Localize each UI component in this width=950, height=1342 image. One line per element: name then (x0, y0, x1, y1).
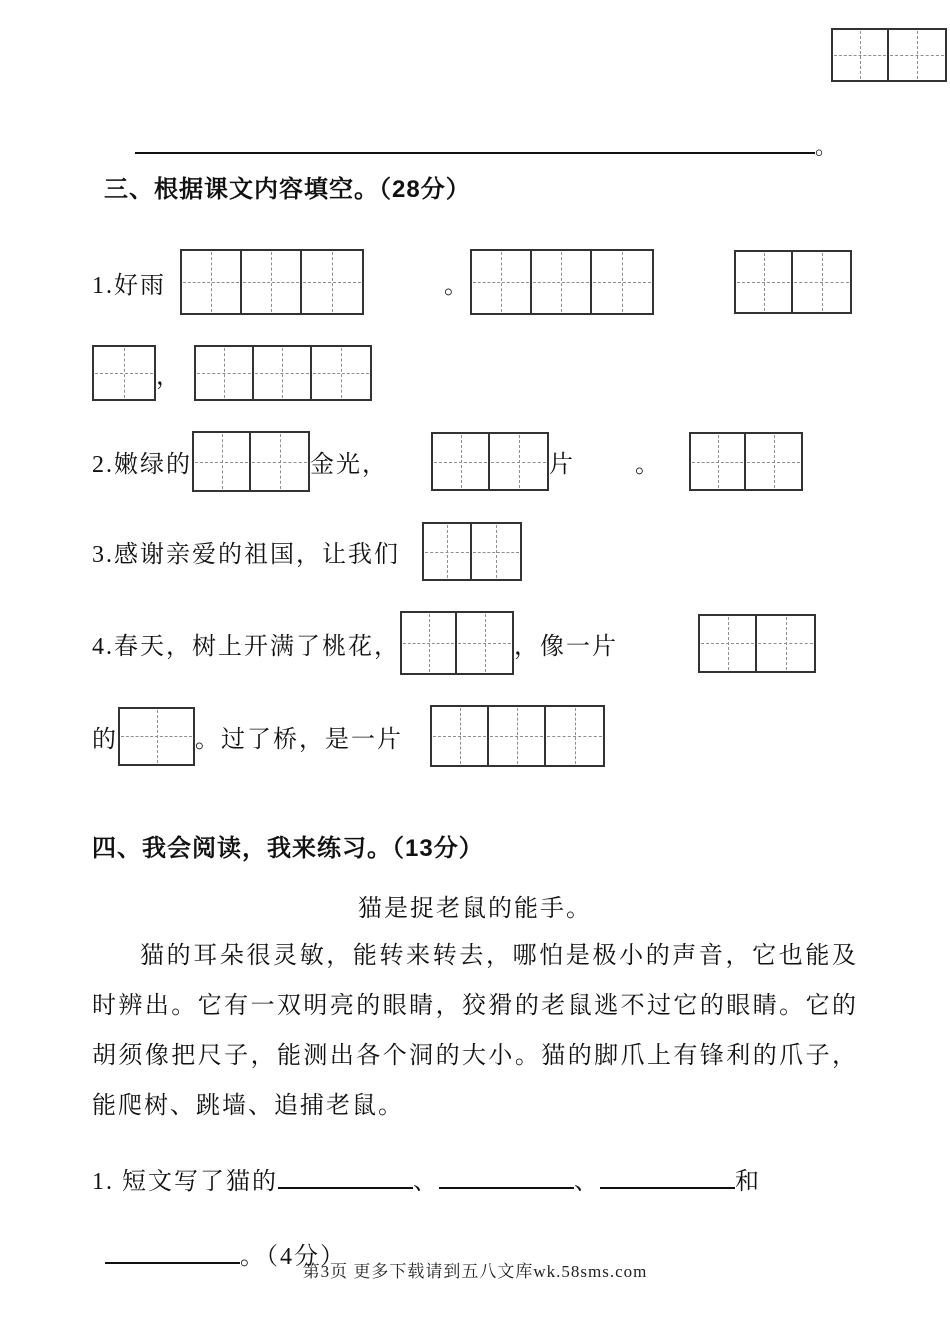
answer-grid[interactable] (431, 432, 549, 491)
fill-text: 4.春天，树上开满了桃花， (92, 633, 400, 660)
answer-cell[interactable] (532, 251, 592, 313)
answer-cell[interactable] (302, 251, 362, 313)
answer-cell[interactable] (402, 613, 457, 673)
answer-grid[interactable] (470, 249, 654, 315)
answer-cell[interactable] (757, 616, 814, 671)
answer-cell[interactable] (546, 707, 603, 765)
fill-text: 3.感谢亲爱的祖国，让我们 (92, 542, 400, 568)
section3-title: 三、根据课文内容填空。（28分） (104, 176, 471, 203)
period-text: 。 (815, 134, 838, 159)
answer-underline[interactable] (135, 126, 815, 154)
fill-text: ，像一片 (514, 633, 618, 660)
fill-item-1-line-2 (92, 345, 858, 401)
answer-cell[interactable] (592, 251, 652, 313)
page-footer: 第3页 更多下载请到五八文库wk.58sms.com (302, 1262, 648, 1281)
answer-blank-3[interactable] (600, 1167, 735, 1189)
answer-cell[interactable] (182, 251, 242, 313)
passage-body: 猫的耳朵很灵敏，能转来转去，哪怕是极小的声音，它也能及时辨出。它有一双明亮的眼睛，狡猾的老鼠逃不过它的眼睛。它的胡须像把尺子，能测出各个洞的大小。猫的脚爪上有锋利的爪子，能爬树、跳墙、追捕老鼠。 (92, 943, 858, 1119)
fill-text: 片 (549, 452, 575, 478)
answer-cell[interactable] (432, 707, 489, 765)
fill-text: ， (156, 363, 182, 390)
answer-cell[interactable] (433, 434, 490, 489)
answer-grid[interactable] (734, 250, 852, 314)
separator-3: 和 (735, 1169, 761, 1195)
answer-cell[interactable] (424, 524, 472, 579)
answer-cell[interactable] (312, 347, 370, 399)
question-1-suffix: 。（4分） (240, 1244, 346, 1270)
separator-2: 、 (574, 1169, 600, 1195)
question-1-line-1 (92, 1161, 950, 1196)
fill-item-4-line-2 (92, 705, 858, 767)
answer-grid[interactable] (194, 345, 372, 401)
fill-text: 的 (92, 726, 118, 753)
section3-fill-lines (92, 249, 858, 767)
answer-grid[interactable] (400, 611, 514, 675)
answer-cell[interactable] (489, 707, 546, 765)
answer-grid[interactable] (430, 705, 605, 767)
answer-grid[interactable] (698, 614, 816, 673)
answer-cell[interactable] (700, 616, 757, 671)
answer-cell[interactable] (472, 251, 532, 313)
answer-blank-1[interactable] (278, 1167, 413, 1189)
fill-text: 金光， (310, 452, 388, 478)
fill-item-3 (92, 522, 858, 581)
answer-cell[interactable] (196, 347, 254, 399)
fill-text: 2.嫩绿的 (92, 452, 192, 478)
section4-title: 四、我会阅读，我来练习。（13分） (92, 835, 484, 862)
fill-text: 。 (635, 452, 661, 478)
answer-cell[interactable] (251, 433, 308, 490)
answer-cell[interactable] (736, 252, 793, 312)
answer-cell[interactable] (254, 347, 312, 399)
fill-item-1-line-1 (92, 249, 858, 315)
corner-answer-grid[interactable] (831, 28, 947, 82)
fill-item-2 (92, 431, 858, 492)
answer-cell[interactable] (457, 613, 512, 673)
answer-grid[interactable] (689, 432, 803, 491)
answer-grid[interactable] (192, 431, 310, 492)
answer-blank-2[interactable] (439, 1167, 574, 1189)
separator-1: 、 (413, 1169, 439, 1195)
top-answer-row (135, 126, 950, 158)
answer-cell[interactable] (472, 524, 520, 579)
answer-cell[interactable] (242, 251, 302, 313)
answer-cell[interactable] (194, 433, 251, 490)
fill-text: 。 (444, 272, 470, 299)
fill-text: 1.好雨 (92, 272, 166, 299)
fill-item-4-line-1 (92, 611, 858, 675)
answer-grid[interactable] (92, 345, 156, 401)
answer-cell[interactable] (889, 30, 945, 80)
answer-cell[interactable] (833, 30, 889, 80)
answer-grid[interactable] (180, 249, 364, 315)
answer-grid[interactable] (118, 707, 195, 766)
answer-cell[interactable] (691, 434, 746, 489)
answer-cell[interactable] (94, 347, 154, 399)
passage-title: 猫是捉老鼠的能手。 (358, 896, 592, 922)
question-1-prefix: 1. 短文写了猫的 (92, 1169, 278, 1195)
answer-grid[interactable] (422, 522, 522, 581)
answer-cell[interactable] (793, 252, 850, 312)
answer-cell[interactable] (746, 434, 801, 489)
answer-cell[interactable] (120, 709, 193, 764)
answer-cell[interactable] (490, 434, 547, 489)
fill-text: 。过了桥，是一片 (195, 726, 403, 753)
